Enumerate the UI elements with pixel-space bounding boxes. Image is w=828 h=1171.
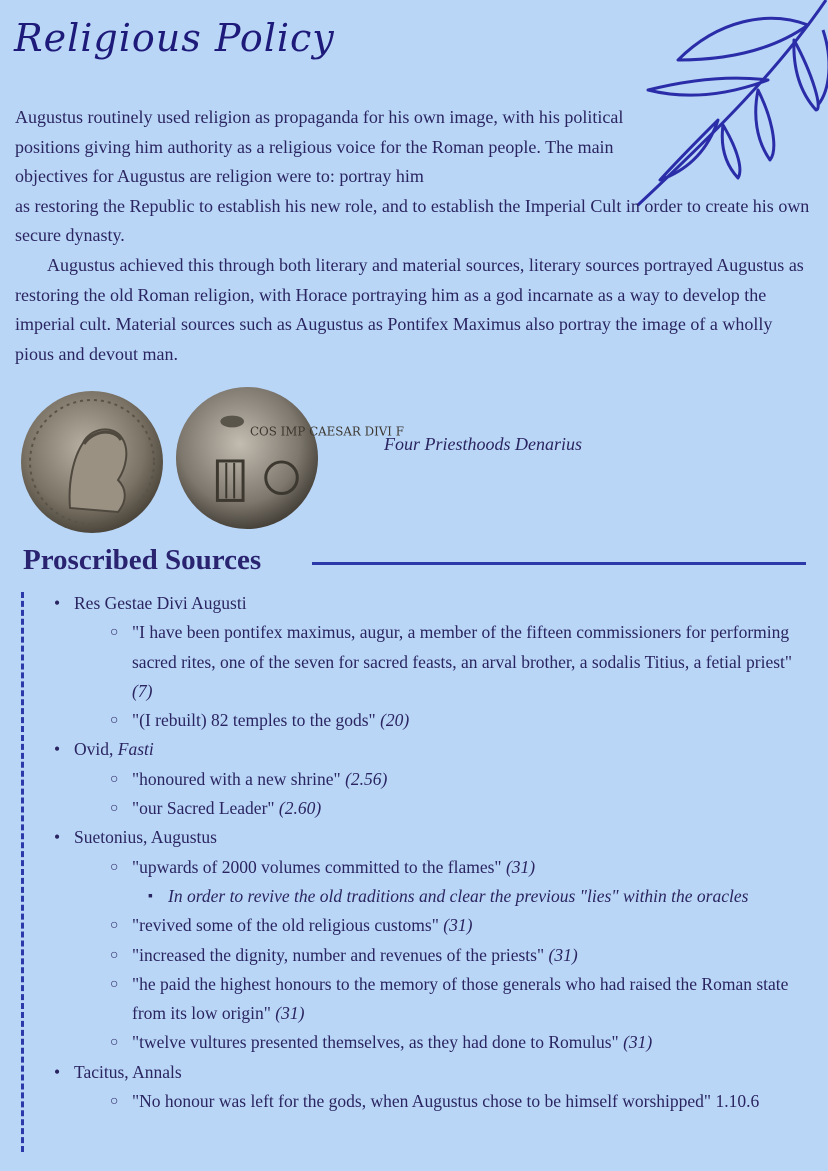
source-res-gestae: Res Gestae Divi Augusti <box>74 593 247 613</box>
list-item <box>132 1087 812 1116</box>
quote-ref: (20) <box>380 710 410 731</box>
quote-text: "(I rebuilt) 82 temples to the gods" <box>132 710 376 731</box>
coin-obverse-image <box>18 388 166 536</box>
intro-paragraph-1a: Augustus routinely used religion as propaganda for his own image, with his political positions giving him authority as a religious voice for the Roman people. The main objectives for Augustus are religion were to: portray him <box>15 107 624 187</box>
list-item <box>132 706 812 735</box>
quote-text: "No honour was left for the gods, when Augustus chose to be himself worshipped" 1.10.6 <box>132 1091 760 1112</box>
list-item <box>132 970 812 1029</box>
source-suetonius: Suetonius, Augustus <box>74 827 217 848</box>
quote-text: "honoured with a new shrine" <box>132 768 341 789</box>
list-item <box>132 618 812 706</box>
source-ovid-work: Fasti <box>117 739 154 760</box>
list-item <box>132 1028 812 1057</box>
coin-lettering: COS IMP CAESAR DIVI F <box>249 424 404 439</box>
quote-ref: (31) <box>443 915 473 936</box>
list-item <box>132 794 812 823</box>
quote-ref: (2.56) <box>345 768 388 789</box>
list-item <box>52 735 812 823</box>
quote-ref: (31) <box>505 856 536 877</box>
source-ovid-author: Ovid, <box>74 739 114 760</box>
section-divider <box>312 562 806 565</box>
sources-list <box>52 589 812 1116</box>
intro-paragraph-2: Augustus achieved this through both literary and material sources, literary sources portrayed Augustus as restoring the old Roman religion, with Horace portraying him as a god incarnate as a way to develop the imperial cult. Material sources such as Augustus as Pontifex Maximus also portray the image of a wholly pious and devout man. <box>15 254 804 364</box>
quote-ref: (31) <box>275 1003 305 1024</box>
page-title: Religious Policy <box>14 16 335 60</box>
quote-text: "increased the dignity, number and revenues of the priests" <box>132 944 545 965</box>
quote-text: "upwards of 2000 volumes committed to the flames" <box>132 856 502 877</box>
quote-ref: (7) <box>132 680 153 701</box>
quote-text: "he paid the highest honours to the memory of those generals who had raised the Roman state from its low origin" <box>132 973 789 1024</box>
dashed-vertical-rule <box>21 592 24 1152</box>
section-title: Proscribed Sources <box>23 544 262 576</box>
quote-ref: (2.60) <box>278 798 322 819</box>
list-item <box>132 911 812 940</box>
coin-caption: Four Priesthoods Denarius <box>384 434 582 454</box>
quote-ref: (31) <box>548 944 578 965</box>
quote-text: "I have been pontifex maximus, augur, a member of the fifteen commissioners for performing sacred rites, one of the seven for sacred feasts, an arval brother, a sodalis Titius, a fetial priest" <box>132 622 793 672</box>
list-item <box>132 941 812 970</box>
list-item: ▪ In order to revive the old traditions and clear the previous "lies" within the oracles <box>168 882 812 911</box>
quote-text: "twelve vultures presented themselves, as they had done to Romulus" <box>132 1032 619 1053</box>
coin-reverse-image <box>173 384 404 532</box>
list-item <box>52 823 812 1057</box>
list-item <box>52 589 812 735</box>
list-item <box>132 765 812 794</box>
quote-text: "revived some of the old religious customs" <box>132 915 439 936</box>
source-tacitus: Tacitus, Annals <box>74 1061 182 1082</box>
intro-paragraph-1b: as restoring the Republic to establish his new role, and to establish the Imperial Cult in order to create his own secure dynasty. <box>15 195 810 246</box>
quote-ref: (31) <box>623 1032 653 1053</box>
intro-text <box>15 103 815 369</box>
list-item <box>132 853 812 912</box>
list-item <box>52 1058 812 1117</box>
quote-text: "our Sacred Leader" <box>132 798 275 819</box>
